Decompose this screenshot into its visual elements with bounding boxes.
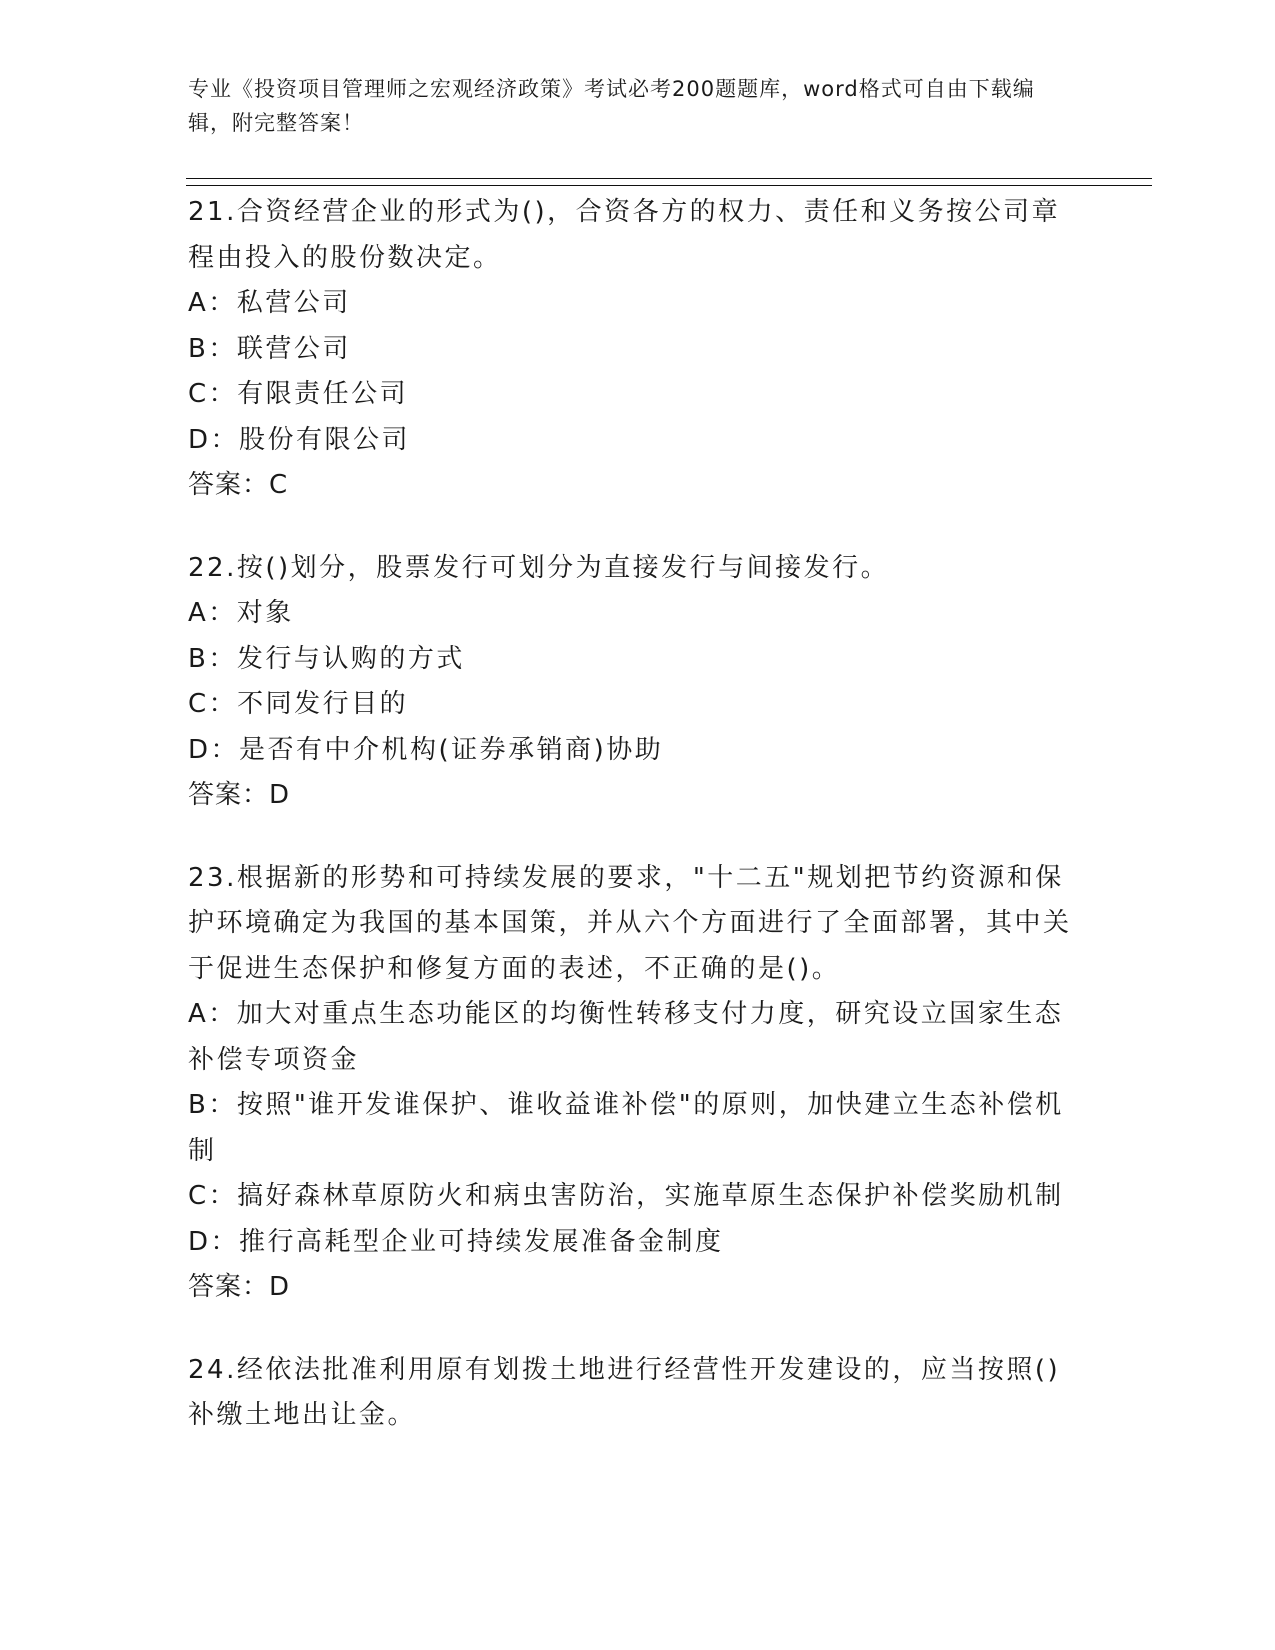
question-24	[188, 1348, 1078, 1439]
document-header: 专业《投资项目管理师之宏观经济政策》考试必考200题题库，word格式可自由下载编辑，附完整答案！	[188, 77, 1035, 135]
option-b: B：发行与认购的方式	[188, 643, 465, 674]
answer: 答案：D	[188, 1272, 291, 1302]
question-stem: 24.经依法批准利用原有划拨土地进行经营性开发建设的，应当按照()补缴土地出让金。	[188, 1354, 1061, 1430]
header-divider-bottom	[186, 185, 1152, 186]
question-stem: 21.合资经营企业的形式为()，合资各方的权力、责任和义务按公司章程由投入的股份数决定。	[188, 197, 1061, 273]
option-d: D：推行高耗型企业可持续发展准备金制度	[188, 1226, 724, 1257]
option-c: C：有限责任公司	[188, 379, 409, 409]
answer: 答案：D	[188, 780, 291, 810]
question-stem: 23.根据新的形势和可持续发展的要求，"十二五"规划把节约资源和保护环境确定为我国的基本国策，并从六个方面进行了全面部署，其中关于促进生态保护和修复方面的表述，不正确的是()。	[188, 862, 1072, 984]
option-b: B：按照"谁开发谁保护、谁收益谁补偿"的原则，加快建立生态补偿机制	[188, 1090, 1064, 1166]
header-divider-top	[186, 178, 1152, 179]
option-a: A：加大对重点生态功能区的均衡性转移支付力度，研究设立国家生态补偿专项资金	[188, 999, 1064, 1075]
question-22	[188, 546, 1078, 819]
option-d: D：股份有限公司	[188, 424, 411, 455]
option-c: C：搞好森林草原防火和病虫害防治，实施草原生态保护补偿奖励机制	[188, 1181, 1064, 1211]
option-c: C：不同发行目的	[188, 689, 409, 719]
answer: 答案：C	[188, 470, 289, 500]
option-a: A：对象	[188, 598, 294, 628]
question-21	[188, 190, 1078, 509]
question-stem: 22.按()划分，股票发行可划分为直接发行与间接发行。	[188, 552, 890, 583]
option-a: A：私营公司	[188, 288, 351, 318]
question-23	[188, 856, 1078, 1311]
option-d: D：是否有中介机构(证券承销商)协助	[188, 734, 664, 765]
option-b: B：联营公司	[188, 333, 351, 364]
question-list	[188, 190, 1078, 1439]
